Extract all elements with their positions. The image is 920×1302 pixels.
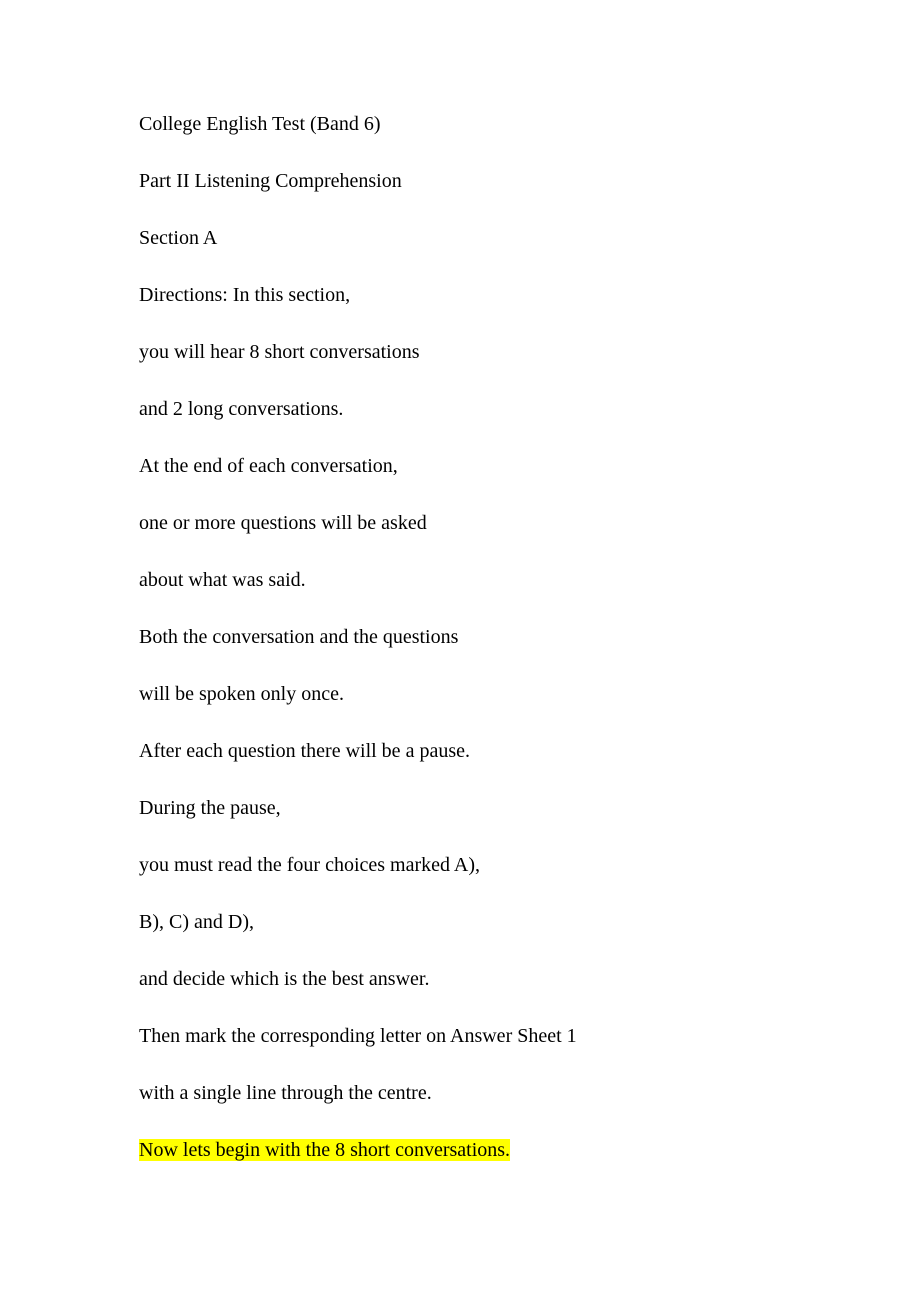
text-line: B), C) and D), — [139, 911, 254, 933]
text-line: After each question there will be a pause. — [139, 740, 470, 762]
text-line: Then mark the corresponding letter on Answer Sheet 1 — [139, 1025, 577, 1047]
text-line: about what was said. — [139, 569, 306, 591]
text-line: you will hear 8 short conversations — [139, 341, 420, 363]
section-heading: Section A — [139, 227, 218, 249]
highlighted-line — [139, 1138, 510, 1162]
directions-line: Directions: In this section, — [139, 284, 351, 306]
text-line: and 2 long conversations. — [139, 398, 344, 420]
text-line: During the pause, — [139, 797, 281, 819]
text-highlight: Now lets begin with the 8 short conversations. — [139, 1139, 511, 1161]
text-line: one or more questions will be asked — [139, 512, 427, 534]
text-line: will be spoken only once. — [139, 683, 344, 705]
text-line: and decide which is the best answer. — [139, 968, 430, 990]
text-line: Both the conversation and the questions — [139, 626, 459, 648]
text-line: At the end of each conversation, — [139, 455, 398, 477]
doc-title: College English Test (Band 6) — [139, 113, 381, 135]
text-line: you must read the four choices marked A), — [139, 854, 481, 876]
part-heading: Part II Listening Comprehension — [139, 170, 402, 192]
text-line: with a single line through the centre. — [139, 1082, 432, 1104]
